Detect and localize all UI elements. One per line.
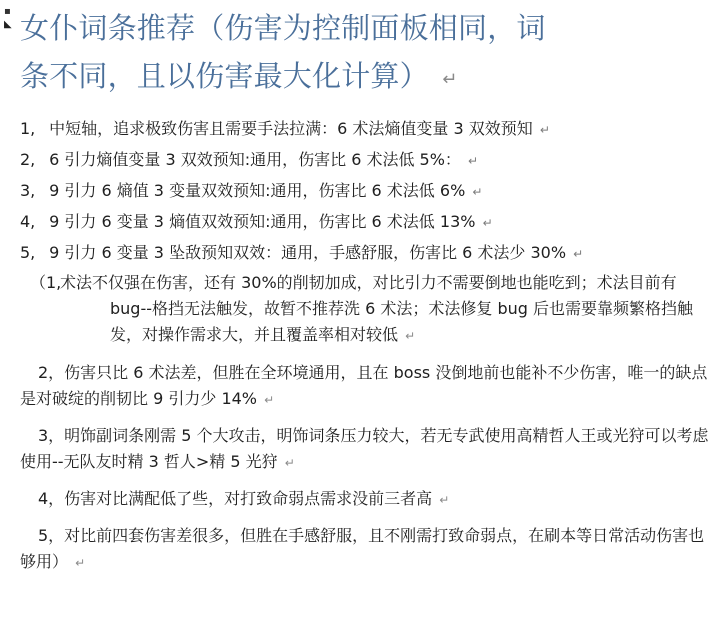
note-paragraph-2 [20, 360, 710, 413]
note-paragraph-3 [20, 423, 710, 476]
list-item-text: 9 引力 6 熵值 3 变量双效预知:通用，伤害比 6 术法低 6% [49, 181, 466, 200]
pilcrow-icon: ↵ [573, 247, 584, 261]
list-item-text: 9 引力 6 变量 3 坠敌预知双效：通用，手感舒服，伤害比 6 术法少 30% [49, 243, 567, 262]
list-item-number: 5, [20, 243, 36, 262]
pilcrow-icon: ↵ [442, 69, 458, 91]
pilcrow-icon: ↵ [539, 123, 550, 137]
list-item [0, 207, 720, 238]
note-5-text: 5，对比前四套伤害差很多，但胜在手感舒服，且不刚需打致命弱点，在刷本等日常活动伤害也够用） [20, 526, 705, 571]
list-item-text: 中短轴，追求极致伤害且需要手法拉满：6 术法熵值变量 3 双效预知 [49, 119, 533, 138]
paragraph-marker-icon: ▪ [4, 6, 11, 17]
list-item [0, 114, 720, 145]
pilcrow-icon: ↵ [264, 393, 275, 407]
list-item [0, 176, 720, 207]
pilcrow-icon: ↵ [468, 154, 479, 168]
title-line-2-text: 条不同，且以伤害最大化计算） [20, 59, 429, 93]
list-item-number: 2, [20, 150, 36, 169]
list-item-text: 6 引力熵值变量 3 双效预知:通用，伤害比 6 术法低 5%： [49, 150, 461, 169]
pilcrow-icon: ↵ [284, 456, 295, 470]
document-body [0, 114, 720, 576]
title-line-1 [20, 4, 710, 52]
list-item-number: 4, [20, 212, 36, 231]
list-item [0, 145, 720, 176]
list-item [0, 238, 720, 269]
title-line-1-text: 女仆词条推荐（伤害为控制面板相同，词 [20, 11, 546, 45]
list-item-number: 1, [20, 119, 36, 138]
list-item-text: 9 引力 6 变量 3 熵值双效预知:通用，伤害比 6 术法低 13% [49, 212, 476, 231]
note-4-text: 4，伤害对比满配低了些，对打致命弱点需求没前三者高 [38, 489, 433, 508]
pilcrow-icon: ↵ [482, 216, 493, 230]
text-anchor-icon: ◣ [4, 19, 12, 30]
pilcrow-icon: ↵ [439, 493, 450, 507]
list-item-number: 3, [20, 181, 36, 200]
note-block [0, 270, 710, 349]
note-3-text: 3，明饰副词条刚需 5 个大攻击，明饰词条压力较大，若无专武使用高精哲人王或光狩可以考虑使用--无队友时精 3 哲人>精 5 光狩 [20, 426, 709, 471]
note-1-text-wrap [30, 270, 710, 349]
note-2-text: 2，伤害只比 6 术法差，但胜在全环境通用，且在 boss 没倒地前也能补不少伤害，唯一的缺点是对破绽的削韧比 9 引力少 14% [20, 363, 708, 408]
note-paragraph-4 [20, 486, 710, 513]
note-paragraph-5 [20, 523, 710, 576]
document-title [20, 4, 710, 104]
pilcrow-icon: ↵ [472, 185, 483, 199]
pilcrow-icon: ↵ [405, 329, 416, 343]
note-1-text: 术法不仅强在伤害，还有 30%的削韧加成，对比引力不需要倒地也能吃到；术法目前有 bug--格挡无法触发，故暂不推荐洗 6 术法；术法修复 bug 后也需要靠频繁格挡触发，对操作需求大，并且覆盖率相对较低 [60, 273, 693, 344]
title-line-2 [20, 52, 710, 104]
pilcrow-icon: ↵ [75, 556, 86, 570]
note-prefix: （1, [30, 273, 62, 292]
